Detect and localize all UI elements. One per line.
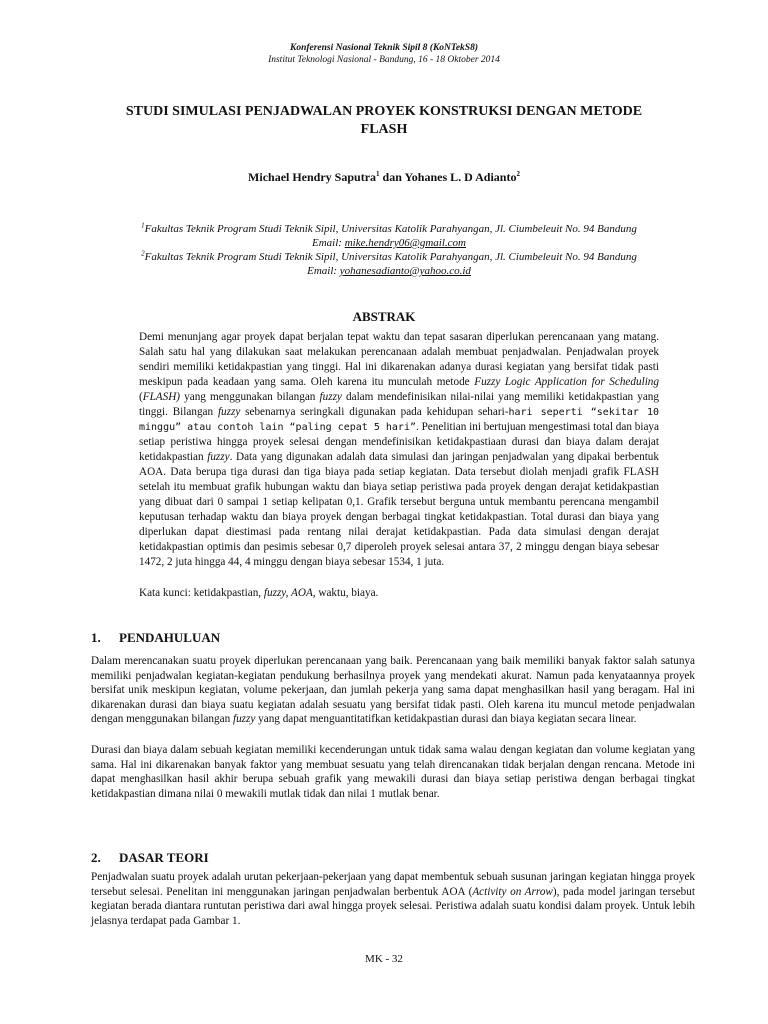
abstract-text-5: sebenarnya seringkali digunakan pada kehidupan sehari-	[240, 406, 509, 418]
abstract-italic-fuzzy-1: fuzzy	[319, 391, 342, 403]
affiliation-2	[90, 250, 688, 278]
conference-name: Konferensi Nasional Teknik Sipil 8 (KoNTekS8)	[289, 43, 478, 53]
email-2-link[interactable]: yohanesadianto@yahoo.co.id	[339, 265, 471, 277]
author-1: Michael Hendry Saputra	[248, 170, 377, 184]
s2p1-text-b: ), pada model jaringan tersebut kegiatan berada diantara runtutan peristiwa dari awal hingga proyek selesai. Peristiwa adalah suatu kondisi dalam proyek. Untuk lebih jelasnya terdapat pada Gambar 1.	[91, 885, 695, 927]
s1p1-italic: fuzzy	[232, 713, 256, 726]
paper-title	[90, 103, 678, 139]
affiliation-2-text: Fakultas Teknik Program Studi Teknik Sipil, Universitas Katolik Parahyangan, Jl. Ciumbeleuit No. 94 Bandung	[144, 251, 637, 263]
keywords-label: Kata kunci: ketidakpastian,	[139, 587, 264, 599]
s2p1-text-a: Penjadwalan suatu proyek adalah urutan pekerjaan-pekerjaan yang dapat membentuk sebuah susunan jaringan kegiatan hingga proyek tersebut selesai. Penelitan ini menggunakan jaringan penjadwalan berbentuk AOA (	[91, 871, 695, 898]
affiliation-2-sup: 2	[141, 249, 145, 258]
section-1-heading	[91, 630, 220, 646]
abstract-mono-text: hari seperti “sekitar 10 minggu” atau contoh lain “paling cepat 5 hari”	[139, 407, 659, 433]
section-2-title: DASAR TEORI	[119, 850, 209, 865]
abstract-italic-flash-name: Fuzzy Logic Application for Scheduling	[474, 376, 659, 388]
page-number: MK - 32	[365, 953, 403, 965]
email-1-link[interactable]: mike.hendry06@gmail.com	[344, 237, 466, 249]
section-1-paragraph-2: Durasi dan biaya dalam sebuah kegiatan memiliki kecenderungan untuk tidak sama walau dengan kegiatan dan volume kegiatan yang sama. Hal ini dikarenakan banyak faktor yang membuat sesuatu yang telah direncanakan tidak berjalan dengan rencana. Metode ini dapat menghasilkan hasil akhir berupa sebuah grafik yang mewakili durasi dan biaya setiap peristiwa dengan berbagai tingkat ketidakpastian dimana nilai 0 mewakili mutlak tidak dan nilai 1 mutlak benar.	[91, 744, 695, 800]
abstract-text-4: dalam mendefinisikan nilai-nilai yang memiliki ketidakpastian yang tinggi. Bilangan	[139, 391, 659, 418]
s2p1-italic: Activity on Arrow	[472, 885, 553, 898]
abstract-text-3: yang menggunakan bilangan	[180, 391, 320, 403]
section-2-paragraph-1	[91, 870, 695, 928]
author-list	[0, 170, 768, 185]
section-2-number: 2.	[91, 850, 101, 865]
section-1-title: PENDAHULUAN	[119, 630, 221, 645]
affiliation-1	[90, 222, 688, 250]
keywords	[139, 587, 659, 599]
abstract-italic-fuzzy-3: fuzzy	[207, 451, 230, 463]
section-1-number: 1.	[91, 630, 101, 645]
s1p1-text-b: yang dapat menguantitatifkan ketidakpastian durasi dan biaya kegiatan secara linear.	[255, 713, 637, 726]
abstract-text-6: . Penelitian ini bertujuan mengestimasi total dan biaya setiap peristiwa hingga proyek selesai dengan mendefinisikan ketidakpastiaan durasi dan biaya dalam derajat ketidakpastian	[139, 421, 659, 463]
email-1-label: Email:	[311, 237, 345, 249]
title-line-2: FLASH	[360, 122, 408, 137]
author-2: Yohanes L. D Adianto	[404, 170, 517, 184]
abstract-text-7: . Data yang digunakan adalah data simulasi dan jaringan penjadwalan yang dipakai berbentuk AOA. Data berupa tiga durasi dan tiga biaya pada setiap kegiatan. Data tersebut diolah menjadi grafik FLASH setelah itu membuat grafik hubungan waktu dan biaya setiap peristiwa pada proyek dengan derajat ketidakpastian yang dibuat dari 0 sampai 1 setiap kelipatan 0,1. Grafik tersebut berguna untuk membantu perencana mengambil keputusan terhadap waktu dan biaya proyek dengan berbagai tingkat ketidakpastian. Total durasi dan biaya yang diperlukan dapat diestimasi pada rentang nilai derajat ketidakpastian. Pada data simulasi dengan derajat ketidakpastian optimis dan pesimis sebesar 0,7 diperoleh proyek selesai antara 37, 2 minggu dengan biaya sebesar 1472, 2 juta hingga 44, 4 minggu dengan biaya sebesar 1534, 1 juta.	[139, 451, 659, 568]
section-2-heading	[91, 850, 209, 866]
keywords-italic: fuzzy, AOA,	[263, 587, 316, 599]
author-conjunction: dan	[379, 170, 405, 184]
affiliation-1-text: Fakultas Teknik Program Studi Teknik Sipil, Universitas Katolik Parahyangan, Jl. Ciumbeleuit No. 94 Bandung	[144, 223, 637, 235]
abstract-italic-flash: FLASH)	[142, 391, 181, 403]
email-2-label: Email:	[307, 265, 340, 277]
title-line-1: STUDI SIMULASI PENJADWALAN PROYEK KONSTRUKSI DENGAN METODE	[125, 104, 643, 119]
affiliation-1-sup: 1	[141, 221, 145, 230]
s1p1-text-a: Dalam merencanakan suatu proyek diperlukan perencanaan yang baik. Perencanaan yang baik memiliki banyak faktor salah satunya memiliki penjadwalan kegiatan-kegiatan pendukung berhasilnya proyek yang mendekati akurat. Namun pada kenyataannya proyek bersifat unik meskipun kegiatan, volume pekerjaan, dan jumlah pekerja yang sama dapat menghasilkan hasil yang beragam. Hal ini dikarenakan durasi dan biaya suatu kegiatan adalah sesuatu yang bersifat tidak pasti. Oleh karena itu muncul metode penjadwalan dengan menggunakan bilangan	[91, 655, 695, 726]
conference-location: Institut Teknologi Nasional - Bandung, 16 - 18 Oktober 2014	[268, 55, 500, 65]
abstract-italic-fuzzy-2: fuzzy	[217, 406, 241, 418]
abstract-text-1: Demi menunjang agar proyek dapat berjalan tepat waktu dan tepat sasaran diperlukan perencanaan yang matang. Salah satu hal yang dilakukan saat melakukan perencanaan adalah membuat penjadwalan. Penjadwalan proyek sendiri memiliki ketidakpastian yang tinggi. Hal ini dikarenakan adanya durasi kegiatan yang bersifat tidak pasti meskipun pada keadaan yang sama. Oleh karena itu munculah metode	[139, 331, 659, 388]
keywords-rest: waktu, biaya.	[315, 587, 379, 599]
section-1-paragraph-1	[91, 654, 695, 727]
abstract-body	[139, 330, 659, 570]
abstract-text-2: (	[139, 391, 143, 403]
abstract-heading: ABSTRAK	[352, 309, 416, 324]
author-2-sup: 2	[516, 170, 520, 178]
author-1-sup: 1	[376, 170, 380, 178]
